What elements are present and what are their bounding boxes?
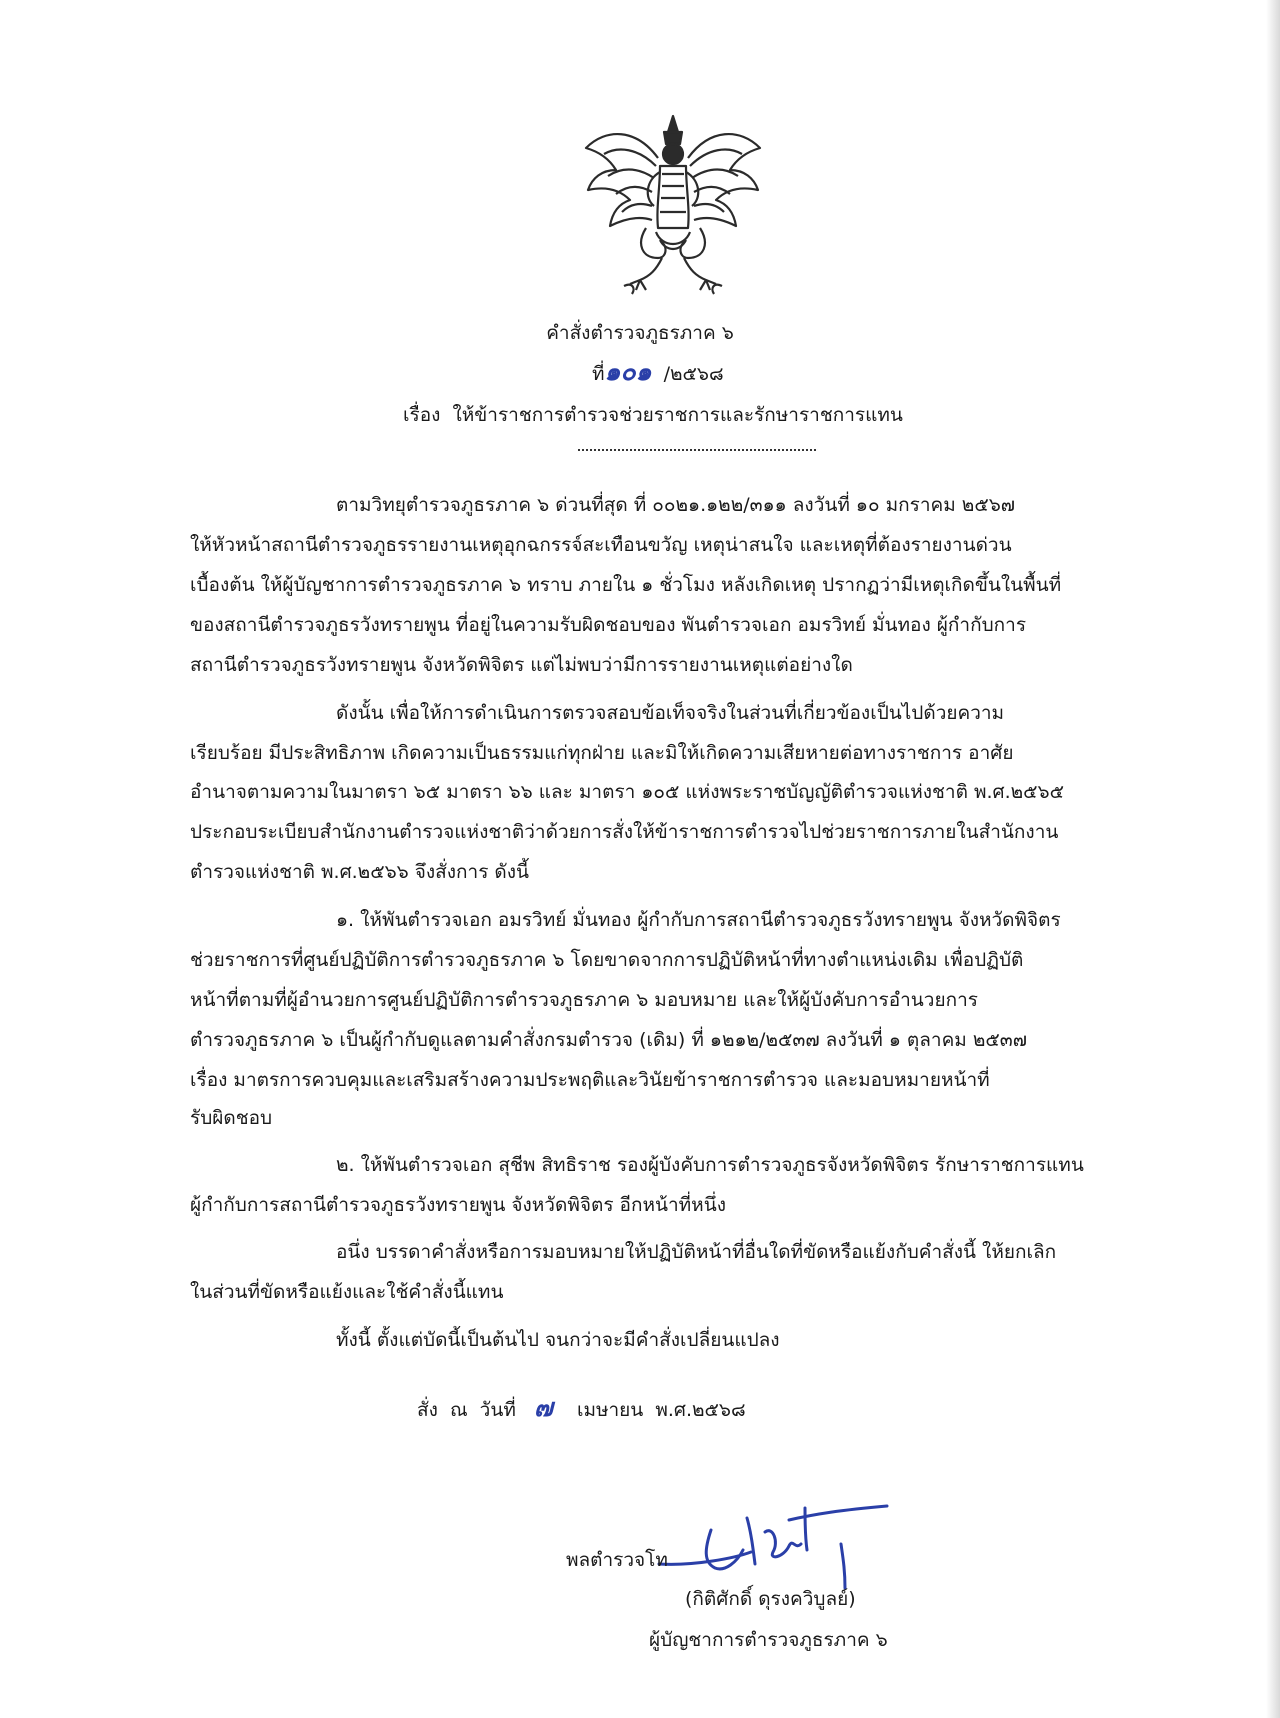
paragraph-3-line: ๑. ให้พันตำรวจเอก อมรวิทย์ มั่นทอง ผู้กำกับการสถานีตำรวจภูธรวังทรายพูน จังหวัดพิจิตร <box>336 909 1061 931</box>
paragraph-5-line: ในส่วนที่ขัดหรือแย้งและใช้คำสั่งนี้แทน <box>190 1281 504 1303</box>
paragraph-3-line: รับผิดชอบ <box>190 1107 273 1129</box>
order-number <box>592 357 724 386</box>
order-number-prefix: ที่ <box>592 363 605 385</box>
order-date <box>417 1393 746 1422</box>
paragraph-1-line: สถานีตำรวจภูธรวังทรายพูน จังหวัดพิจิตร แต่ไม่พบว่ามีการรายงานเหตุแต่อย่างใด <box>190 654 853 676</box>
date-month-year: เมษายน พ.ศ.๒๕๖๘ <box>576 1399 746 1421</box>
paragraph-2-line: ตำรวจแห่งชาติ พ.ศ.๒๕๖๖ จึงสั่งการ ดังนี้ <box>190 861 530 883</box>
paragraph-2-line: ดังนั้น เพื่อให้การดำเนินการตรวจสอบข้อเท็จจริงในส่วนที่เกี่ยวข้องเป็นไปด้วยความ <box>336 702 1005 724</box>
order-issuer: คำสั่งตำรวจภูธรภาค ๖ <box>546 322 734 344</box>
garuda-emblem <box>576 108 770 302</box>
order-subject <box>403 403 903 427</box>
title-divider <box>578 449 816 451</box>
handwritten-signature <box>655 1502 895 1592</box>
signer-position: ผู้บัญชาการตำรวจภูธรภาค ๖ <box>649 1629 888 1651</box>
signer-rank: พลตำรวจโท <box>566 1549 668 1571</box>
paragraph-3-line: เรื่อง มาตรการควบคุมและเสริมสร้างความประพฤติและวินัยข้าราชการตำรวจ และมอบหมายหน้าที่ <box>190 1069 990 1091</box>
paragraph-3-line: ตำรวจภูธรภาค ๖ เป็นผู้กำกับดูแลตามคำสั่งกรมตำรวจ (เดิม) ที่ ๑๒๑๒/๒๕๓๗ ลงวันที่ ๑ ตุลาคม ๒๕๓๗ <box>190 1029 1028 1051</box>
paragraph-3-line: หน้าที่ตามที่ผู้อำนวยการศูนย์ปฏิบัติการตำรวจภูธรภาค ๖ มอบหมาย และให้ผู้บังคับการอำนวยการ <box>190 989 978 1011</box>
subject-label: เรื่อง <box>403 404 441 426</box>
page-edge <box>1266 0 1280 1718</box>
date-prefix: สั่ง ณ วันที่ <box>417 1399 516 1421</box>
paragraph-1-line: เบื้องต้น ให้ผู้บัญชาการตำรวจภูธรภาค ๖ ทราบ ภายใน ๑ ชั่วโมง หลังเกิดเหตุ ปรากฏว่ามีเหตุเกิดขึ้นในพื้นที่ <box>190 574 1062 596</box>
paragraph-2-line: เรียบร้อย มีประสิทธิภาพ เกิดความเป็นธรรมแก่ทุกฝ่าย และมิให้เกิดความเสียหายต่อทางราชการ อาศัย <box>190 742 1014 764</box>
paragraph-4-line: ๒. ให้พันตำรวจเอก สุชีพ สิทธิราช รองผู้บังคับการตำรวจภูธรจังหวัดพิจิตร รักษาราชการแทน <box>336 1154 1084 1176</box>
date-day-handwritten: ๗ <box>533 1393 553 1422</box>
paragraph-1-line: ของสถานีตำรวจภูธรวังทรายพูน ที่อยู่ในความรับผิดชอบของ พันตำรวจเอก อมรวิทย์ มั่นทอง ผู้กำกับการ <box>190 614 1027 636</box>
closing-statement: ทั้งนี้ ตั้งแต่บัดนี้เป็นต้นไป จนกว่าจะมีคำสั่งเปลี่ยนแปลง <box>336 1329 780 1351</box>
signer-name: (กิติศักดิ์ ดุรงควิบูลย์) <box>685 1588 856 1610</box>
subject-text: ให้ข้าราชการตำรวจช่วยราชการและรักษาราชการแทน <box>452 404 903 426</box>
paragraph-1-line: ให้หัวหน้าสถานีตำรวจภูธรรายงานเหตุอุกฉกรรจ์สะเทือนขวัญ เหตุน่าสนใจ และเหตุที่ต้องรายงานด่วน <box>190 534 1012 556</box>
paragraph-5-line: อนึ่ง บรรดาคำสั่งหรือการมอบหมายให้ปฏิบัติหน้าที่อื่นใดที่ขัดหรือแย้งกับคำสั่งนี้ ให้ยกเลิก <box>336 1241 1057 1263</box>
paragraph-1-line: ตามวิทยุตำรวจภูธรภาค ๖ ด่วนที่สุด ที่ ๐๐๒๑.๑๒๒/๓๑๑ ลงวันที่ ๑๐ มกราคม ๒๕๖๗ <box>336 494 1016 516</box>
paragraph-3-line: ช่วยราชการที่ศูนย์ปฏิบัติการตำรวจภูธรภาค ๖ โดยขาดจากการปฏิบัติหน้าที่ทางตำแหน่งเดิม เพื่อปฏิบัติ <box>190 949 1024 971</box>
order-number-suffix: /๒๕๖๘ <box>663 363 724 385</box>
order-number-handwritten: ๑๐๑ <box>604 357 652 386</box>
paragraph-2-line: อำนาจตามความในมาตรา ๖๕ มาตรา ๖๖ และ มาตรา ๑๐๕ แห่งพระราชบัญญัติตำรวจแห่งชาติ พ.ศ.๒๕๖๕ <box>190 781 1064 803</box>
paragraph-2-line: ประกอบระเบียบสำนักงานตำรวจแห่งชาติว่าด้วยการสั่งให้ข้าราชการตำรวจไปช่วยราชการภายในสำนักงาน <box>190 821 1059 843</box>
paragraph-4-line: ผู้กำกับการสถานีตำรวจภูธรวังทรายพูน จังหวัดพิจิตร อีกหน้าที่หนึ่ง <box>190 1194 726 1216</box>
